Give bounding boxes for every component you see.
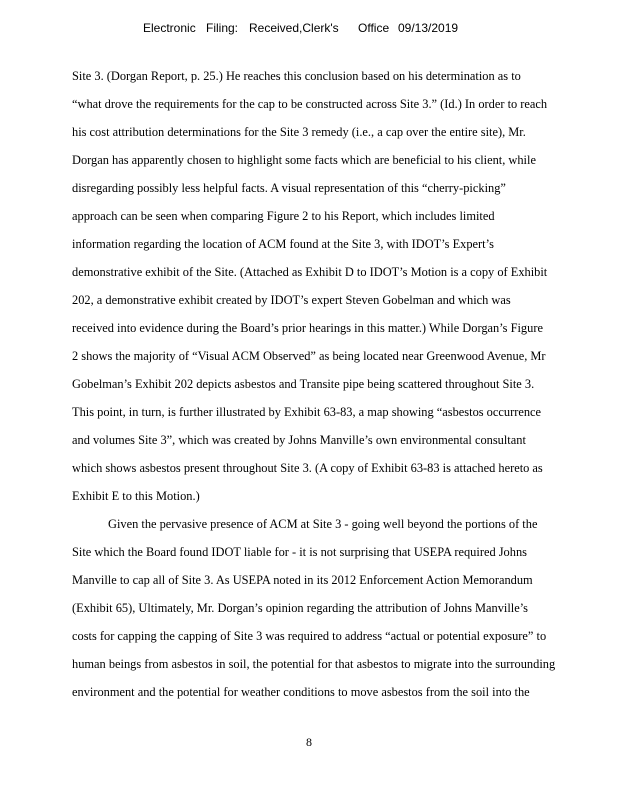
body-line: Site 3. (Dorgan Report, p. 25.) He reaches this conclusion based on his determination as to (72, 69, 521, 83)
body-line: “what drove the requirements for the cap to be constructed across Site 3.” (Id.) In order to reach (72, 97, 548, 111)
body-line: (Exhibit 65), Ultimately, Mr. Dorgan’s opinion regarding the attribution of Johns Manville’s (72, 601, 528, 615)
body-line: demonstrative exhibit of the Site. (Attached as Exhibit D to IDOT’s Motion is a copy of Exhibit (72, 265, 548, 279)
body-line: environment and the potential for weather conditions to move asbestos from the soil into the (72, 685, 530, 699)
header-received-clerks: Received,Clerk's (249, 21, 339, 35)
body-line: and volumes Site 3”, which was created by Johns Manville’s own environmental consultant (72, 433, 526, 447)
body-line: human beings from asbestos in soil, the potential for that asbestos to migrate into the surrounding (72, 657, 556, 671)
body-line: disregarding possibly less helpful facts. A visual representation of this “cherry-picking” (72, 181, 506, 195)
body-line: Site which the Board found IDOT liable for - it is not surprising that USEPA required Johns (72, 545, 527, 559)
body-line: Dorgan has apparently chosen to highlight some facts which are beneficial to his client, while (72, 153, 536, 167)
body-line: 202, a demonstrative exhibit created by IDOT’s expert Steven Gobelman and which was (72, 293, 511, 307)
page-number: 8 (306, 735, 312, 749)
body-line: 2 shows the majority of “Visual ACM Observed” as being located near Greenwood Avenue, Mr (72, 349, 546, 363)
body-line: his cost attribution determinations for the Site 3 remedy (i.e., a cap over the entire site), Mr. (72, 125, 526, 139)
header-electronic: Electronic (143, 21, 196, 35)
body-line: Given the pervasive presence of ACM at Site 3 - going well beyond the portions of the (108, 517, 538, 531)
header-office: Office (358, 21, 390, 35)
body-line: This point, in turn, is further illustrated by Exhibit 63-83, a map showing “asbestos occurrence (72, 405, 542, 419)
body-line: information regarding the location of ACM found at the Site 3, with IDOT’s Expert’s (72, 237, 494, 251)
body-line: received into evidence during the Board’s prior hearings in this matter.) While Dorgan’s Figure (72, 321, 543, 335)
body-line: approach can be seen when comparing Figure 2 to his Report, which includes limited (72, 209, 495, 223)
body-line: costs for capping the capping of Site 3 was required to address “actual or potential exposure” to (72, 629, 547, 643)
header-date: 09/13/2019 (398, 21, 459, 35)
header-filing: Filing: (206, 21, 239, 35)
body-line: Manville to cap all of Site 3. As USEPA noted in its 2012 Enforcement Action Memorandum (72, 573, 533, 587)
body-line: which shows asbestos present throughout Site 3. (A copy of Exhibit 63-83 is attached hereto as (72, 461, 543, 475)
body-line: Gobelman’s Exhibit 202 depicts asbestos and Transite pipe being scattered throughout Site 3. (72, 377, 535, 391)
body-line: Exhibit E to this Motion.) (72, 489, 200, 503)
